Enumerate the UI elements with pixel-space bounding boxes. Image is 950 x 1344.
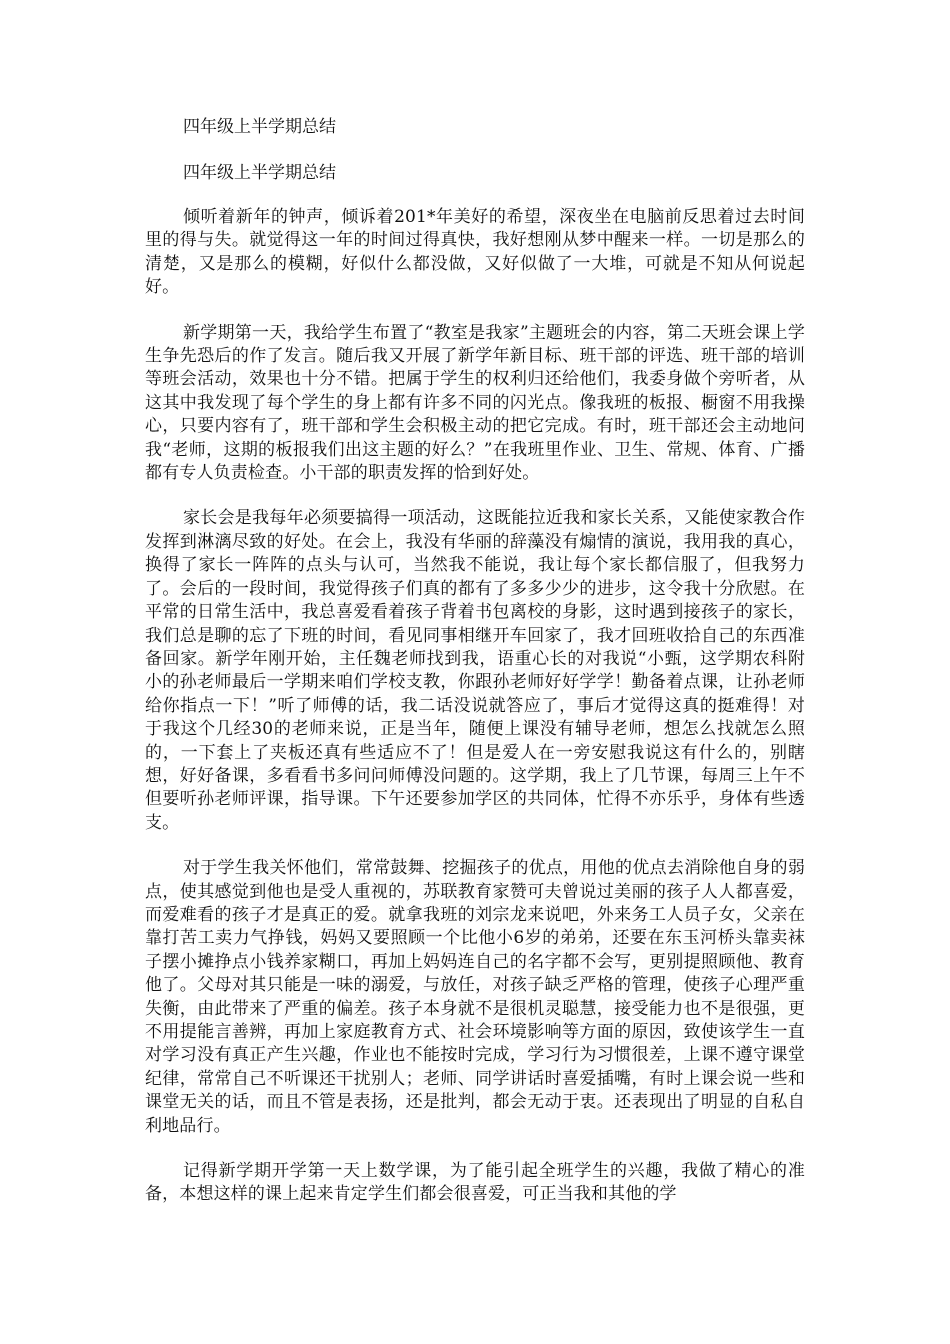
paragraph-1: 倾听着新年的钟声，倾诉着201*年美好的希望，深夜坐在电脑前反思着过去时间里的得与失。就觉得这一年的时间过得真快，我好想刚从梦中醒来一样。一切是那么的清楚，又是那么的模糊，好似什么都没做，又好似做了一大堆，可就是不知从何说起好。 <box>145 207 805 298</box>
document-title: 四年级上半学期总结 <box>183 117 336 137</box>
paragraph-4: 对于学生我关怀他们，常常鼓舞、挖掘孩子的优点，用他的优点去消除他自身的弱点，使其感觉到他也是受人重视的，苏联教育家赞可夫曾说过美丽的孩子人人都喜爱，而爱难看的孩子才是真正的爱。就拿我班的刘宗龙来说吧，外来务工人员子女，父亲在靠打苦工卖力气挣钱，妈妈又要照顾一个比他小6岁的弟弟，还要在东玉河桥头靠卖袜子摆小摊挣点小钱养家糊口，再加上妈妈连自己的名字都不会写，更别提照顾他、教育他了。父母对其只能是一味的溺爱，与放任，对孩子缺乏严格的管理，使孩子心理严重失衡，由此带来了严重的偏差。孩子本身就不是很机灵聪慧，接受能力也不是很强，更不用提能言善辨，再加上家庭教育方式、社会环境影响等方面的原因，致使该学生一直对学习没有真正产生兴趣，作业也不能按时完成，学习行为习惯很差，上课不遵守课堂纪律，常常自己不听课还干扰别人；老师、同学讲话时喜爱插嘴，有时上课会说一些和课堂无关的话，而且不管是表扬，还是批判，都会无动于衷。还表现出了明显的自私自利地品行。 <box>145 858 805 1136</box>
document-body <box>145 114 805 1207</box>
paragraph-2: 新学期第一天，我给学生布置了“教室是我家”主题班会的内容，第二天班会课上学生争先恐后的作了发言。随后我又开展了新学年新目标、班干部的评选、班干部的培训等班会活动，效果也十分不错。把属于学生的权利归还给他们，我委身做个旁听者，从这其中我发现了每个学生的身上都有许多不同的闪光点。像我班的板报、橱窗不用我操心，只要内容有了，班干部和学生会积极主动的把它完成。有时，班干部还会主动地问我“老师，这期的板报我们出这主题的好么？”在我班里作业、卫生、常规、体育、广播都有专人负责检查。小干部的职责发挥的恰到好处。 <box>145 322 805 484</box>
paragraph-5: 记得新学期开学第一天上数学课，为了能引起全班学生的兴趣，我做了精心的准备，本想这样的课上起来肯定学生们都会很喜爱，可正当我和其他的学 <box>145 1161 805 1205</box>
paragraph-3: 家长会是我每年必须要搞得一项活动，这既能拉近我和家长关系，又能使家教合作发挥到淋漓尽致的好处。在会上，我没有华丽的辞藻没有煽情的演说，我用我的真心，换得了家长一阵阵的点头与认可，当然我不能说，我让每个家长都信服了，但我努力了。会后的一段时间，我觉得孩子们真的都有了多多少少的进步，这令我十分欣慰。在平常的日常生活中，我总喜爱看着孩子背着书包离校的身影，这时遇到接孩子的家长，我们总是聊的忘了下班的时间，看见同事相继开车回家了，我才回班收拾自己的东西准备回家。新学年刚开始，主任魏老师找到我，语重心长的对我说“小甄，这学期农科附小的孙老师最后一学期来咱们学校支教，你跟孙老师好好学学！勤备着点课，让孙老师给你指点一下！”听了师傅的话，我二话没说就答应了，事后才觉得这真的挺难得！对于我这个几经30的老师来说，正是当年，随便上课没有辅导老师，想怎么找就怎么照的，一下套上了夹板还真有些适应不了！但是爱人在一旁安慰我说这有什么的，别瞎想，好好备课，多看看书多问问师傅没问题的。这学期，我上了几节课，每周三上午不但要听孙老师评课，指导课。下午还要参加学区的共同体，忙得不亦乐乎，身体有些透支。 <box>145 508 805 833</box>
document-subtitle: 四年级上半学期总结 <box>183 163 336 183</box>
